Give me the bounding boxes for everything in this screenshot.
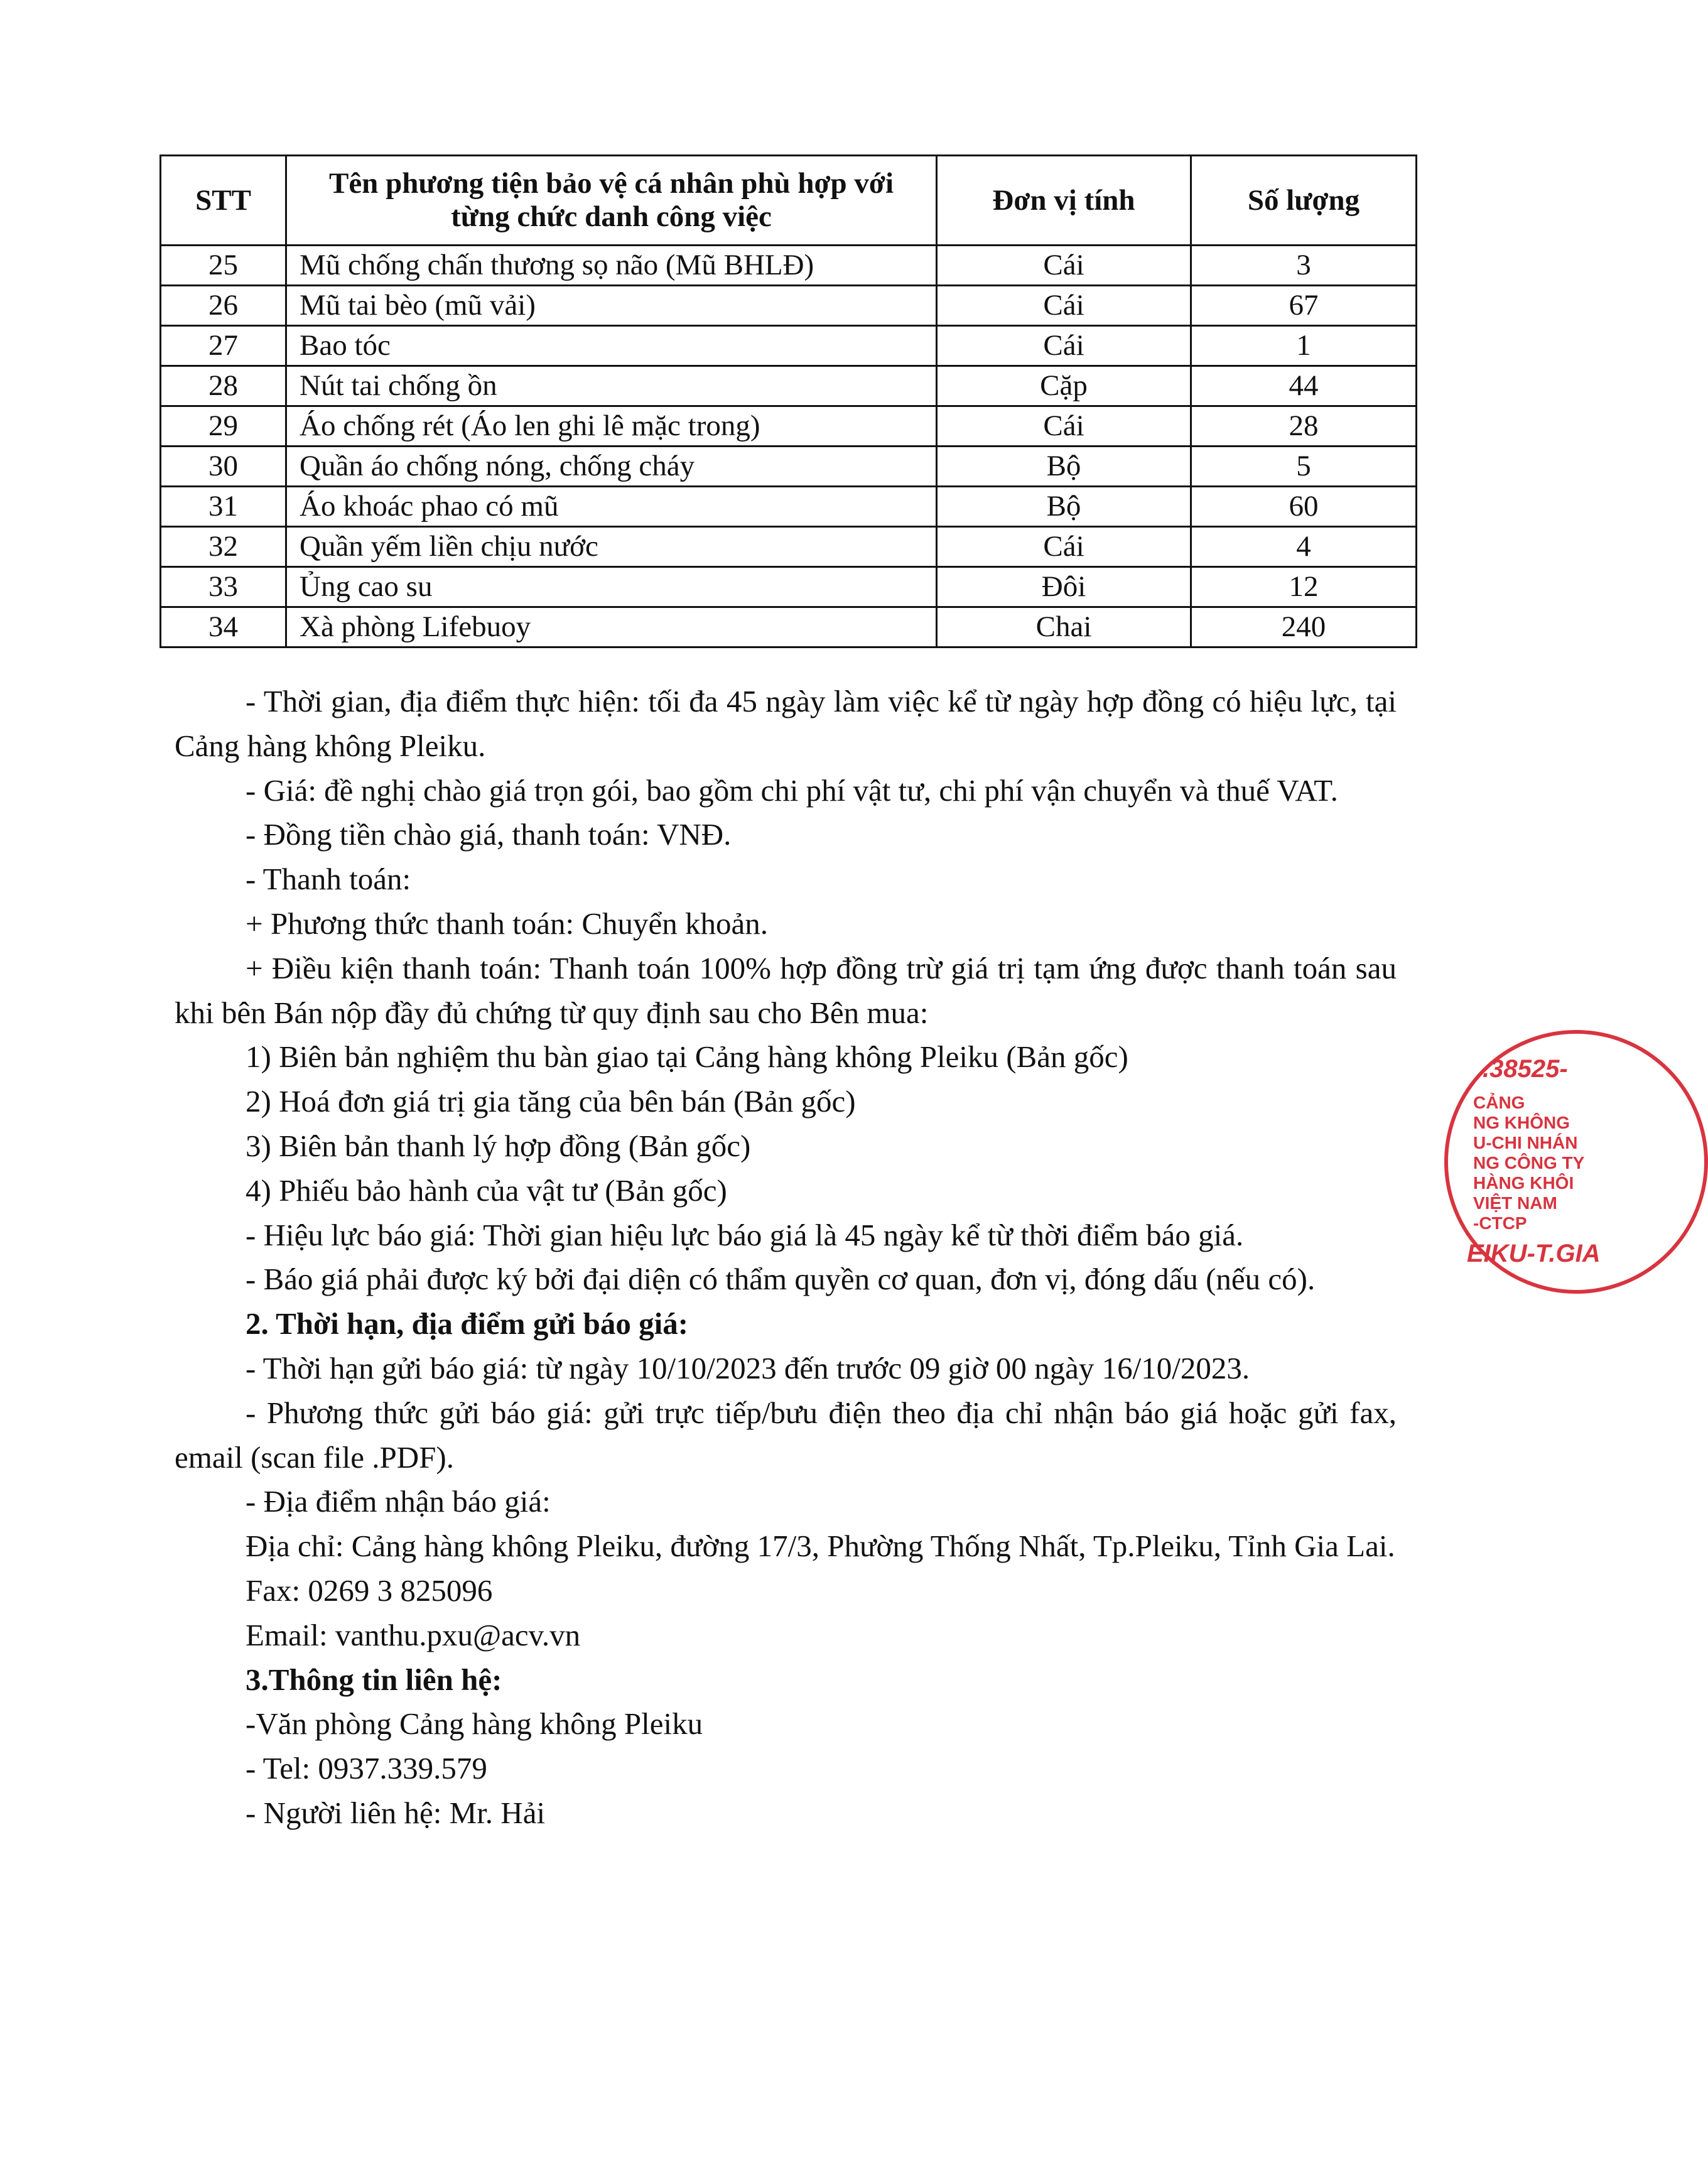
stamp-text-line: NG CÔNG TY (1473, 1153, 1585, 1173)
cell-unit: Đôi (937, 567, 1191, 607)
cell-item-name: Áo chống rét (Áo len ghi lê mặc trong) (286, 406, 937, 447)
stamp-text-line: U-CHI NHÁN (1473, 1133, 1578, 1152)
section-heading: 2. Thời hạn, địa điểm gửi báo giá: (246, 1306, 689, 1341)
header-stt: STT (161, 156, 286, 246)
paragraph: - Giá: đề nghị chào giá trọn gói, bao gồm chi phí vật tư, chi phí vận chuyển và thuế VAT. (246, 772, 1338, 808)
table-row (161, 607, 1417, 647)
paragraph: + Điều kiện thanh toán: Thanh toán 100% hợp đồng trừ giá trị tạm ứng được thanh toán sau khi bên Bán nộp đầy đủ chứng từ quy định sau cho Bên mua: (175, 950, 1397, 1030)
document-body (175, 680, 1397, 1836)
ppe-table (159, 154, 1417, 648)
cell-unit: Chai (937, 607, 1191, 647)
table-row (161, 567, 1417, 607)
cell-stt: 33 (161, 567, 286, 607)
header-item-name: Tên phương tiện bảo vệ cá nhân phù hợp với từng chức danh công việc (286, 156, 937, 246)
table-row (161, 527, 1417, 567)
stamp-text-line: CẢNG (1473, 1093, 1525, 1112)
table-row (161, 326, 1417, 366)
cell-stt: 31 (161, 487, 286, 527)
cell-item-name: Quần yếm liền chịu nước (286, 527, 937, 567)
cell-item-name: Bao tóc (286, 326, 937, 366)
table-header-row (161, 156, 1417, 246)
paragraph: Fax: 0269 3 825096 (246, 1573, 493, 1608)
stamp-text-line: HÀNG KHÔI (1473, 1173, 1574, 1193)
cell-quantity: 1 (1191, 326, 1417, 366)
table-row (161, 406, 1417, 447)
stamp-text-line: NG KHÔNG (1473, 1113, 1570, 1132)
cell-unit: Bộ (937, 487, 1191, 527)
cell-item-name: Mũ chống chấn thương sọ não (Mũ BHLĐ) (286, 246, 937, 286)
table-row (161, 246, 1417, 286)
cell-stt: 28 (161, 366, 286, 406)
table-row (161, 447, 1417, 487)
paragraph: - Thời hạn gửi báo giá: từ ngày 10/10/2023 đến trước 09 giờ 00 ngày 16/10/2023. (246, 1350, 1250, 1385)
cell-stt: 29 (161, 406, 286, 447)
paragraph: Email: vanthu.pxu@acv.vn (246, 1617, 581, 1652)
paragraph: - Báo giá phải được ký bởi đại diện có thẩm quyền cơ quan, đơn vị, đóng dấu (nếu có). (246, 1262, 1316, 1297)
cell-unit: Cái (937, 326, 1191, 366)
cell-unit: Cái (937, 286, 1191, 326)
paragraph: 2) Hoá đơn giá trị gia tăng của bên bán (Bản gốc) (246, 1084, 856, 1119)
cell-stt: 26 (161, 286, 286, 326)
cell-stt: 34 (161, 607, 286, 647)
cell-quantity: 240 (1191, 607, 1417, 647)
section-heading: 3.Thông tin liên hệ: (246, 1662, 502, 1697)
header-quantity: Số lượng (1191, 156, 1417, 246)
cell-item-name: Áo khoác phao có mũ (286, 487, 937, 527)
cell-stt: 32 (161, 527, 286, 567)
cell-quantity: 44 (1191, 366, 1417, 406)
cell-item-name: Mũ tai bèo (mũ vải) (286, 286, 937, 326)
paragraph: - Hiệu lực báo giá: Thời gian hiệu lực báo giá là 45 ngày kể từ thời điểm báo giá. (246, 1217, 1244, 1252)
paragraph: - Địa điểm nhận báo giá: (246, 1484, 551, 1519)
cell-item-name: Xà phòng Lifebuoy (286, 607, 937, 647)
paragraph: - Thời gian, địa điểm thực hiện: tối đa 45 ngày làm việc kể từ ngày hợp đồng có hiệu lực, tại Cảng hàng không Pleiku. (175, 684, 1397, 763)
cell-stt: 25 (161, 246, 286, 286)
cell-item-name: Ủng cao su (286, 567, 937, 607)
stamp-text-line: -CTCP (1473, 1213, 1527, 1233)
table-row (161, 286, 1417, 326)
cell-quantity: 5 (1191, 447, 1417, 487)
cell-quantity: 60 (1191, 487, 1417, 527)
paragraph: -Văn phòng Cảng hàng không Pleiku (246, 1706, 703, 1742)
paragraph: - Đồng tiền chào giá, thanh toán: VNĐ. (246, 817, 732, 852)
paragraph: - Thanh toán: (246, 862, 411, 897)
cell-quantity: 3 (1191, 246, 1417, 286)
table-body (161, 246, 1417, 647)
cell-quantity: 12 (1191, 567, 1417, 607)
red-seal-stamp (1444, 1030, 1708, 1294)
paragraph: 4) Phiếu bảo hành của vật tư (Bản gốc) (246, 1173, 727, 1208)
cell-item-name: Quần áo chống nóng, chống cháy (286, 447, 937, 487)
paragraph: - Phương thức gửi báo giá: gửi trực tiếp/bưu điện theo địa chỉ nhận báo giá hoặc gửi fax, email (scan file .PDF). (175, 1395, 1397, 1475)
cell-stt: 27 (161, 326, 286, 366)
paragraph: 3) Biên bản thanh lý hợp đồng (Bản gốc) (246, 1128, 751, 1163)
stamp-code: .38525- (1483, 1055, 1568, 1083)
stamp-bottom-text: EIKU-T.GIA (1467, 1240, 1601, 1267)
paragraph: 1) Biên bản nghiệm thu bàn giao tại Cảng hàng không Pleiku (Bản gốc) (246, 1039, 1128, 1075)
cell-quantity: 28 (1191, 406, 1417, 447)
stamp-text-line: VIỆT NAM (1473, 1193, 1557, 1213)
cell-quantity: 67 (1191, 286, 1417, 326)
paragraph: Địa chỉ: Cảng hàng không Pleiku, đường 17/3, Phường Thống Nhất, Tp.Pleiku, Tỉnh Gia Lai. (246, 1529, 1395, 1564)
paragraph: + Phương thức thanh toán: Chuyển khoản. (246, 906, 769, 941)
cell-quantity: 4 (1191, 527, 1417, 567)
cell-item-name: Nút tai chống ồn (286, 366, 937, 406)
cell-unit: Cặp (937, 366, 1191, 406)
cell-unit: Bộ (937, 447, 1191, 487)
cell-unit: Cái (937, 246, 1191, 286)
header-unit: Đơn vị tính (937, 156, 1191, 246)
paragraph: - Tel: 0937.339.579 (246, 1751, 487, 1786)
cell-unit: Cái (937, 406, 1191, 447)
cell-stt: 30 (161, 447, 286, 487)
paragraph: - Người liên hệ: Mr. Hải (246, 1795, 546, 1830)
table-row (161, 366, 1417, 406)
table-row (161, 487, 1417, 527)
cell-unit: Cái (937, 527, 1191, 567)
